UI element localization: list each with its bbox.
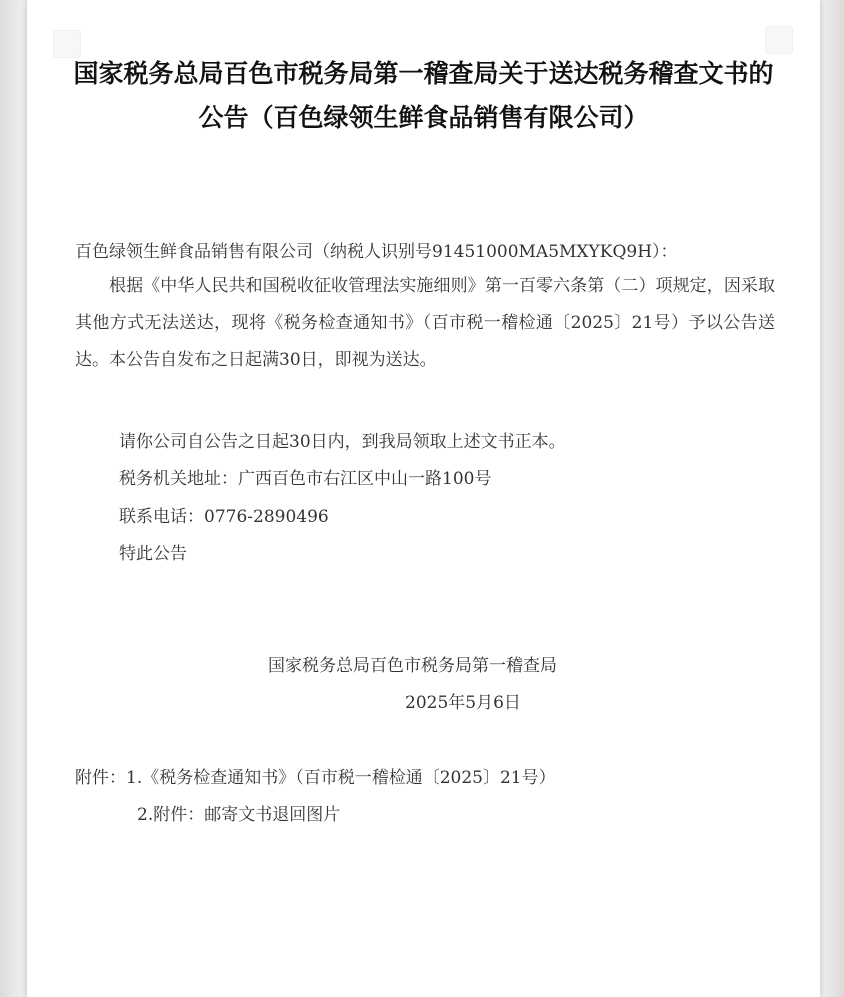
phone-line: 联系电话：0776-2890496 <box>119 507 329 527</box>
notice-title: 国家税务总局百色市税务局第一稽查局关于送达税务稽查文书的公告（百色绿领生鲜食品销售有限公司） <box>73 59 774 132</box>
request-line: 请你公司自公告之日起30日内，到我局领取上述文书正本。 <box>119 432 566 452</box>
main-paragraph: 根据《中华人民共和国税收征收管理法实施细则》第一百零六条第（二）项规定，因采取其他方式无法送达，现将《税务检查通知书》（百市税一稽检通〔2025〕21号）予以公告送达。本公告自发布之日起满30日，即视为送达。 <box>75 276 775 370</box>
addressee: 百色绿领生鲜食品销售有限公司（纳税人识别号91451000MA5MXYKQ9H）： <box>75 242 678 262</box>
closing-line: 特此公告 <box>119 544 187 564</box>
attachment-item-2: 2.附件：邮寄文书退回图片 <box>137 805 341 825</box>
page-corner-mark <box>765 26 793 54</box>
signature-date: 2025年5月6日 <box>405 693 521 713</box>
signature-org: 国家税务总局百色市税务局第一稽查局 <box>268 656 557 676</box>
document-page <box>27 0 820 997</box>
attachment-item-1: 附件：1.《税务检查通知书》（百市税一稽检通〔2025〕21号） <box>75 768 556 788</box>
address-line: 税务机关地址：广西百色市右江区中山一路100号 <box>119 469 492 489</box>
